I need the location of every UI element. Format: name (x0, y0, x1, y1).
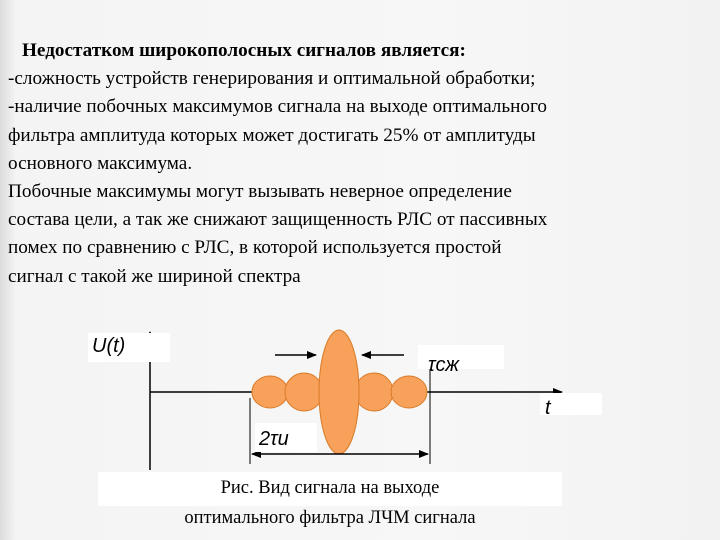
two-tau-label-text: 2τи (259, 428, 289, 450)
text-line: помех по сравнению с РЛС, в которой используется простой (8, 237, 502, 259)
text-line: основного максимума. (8, 152, 193, 174)
y-axis-label (88, 333, 170, 362)
caption-line-1: Рис. Вид сигнала на выходе (220, 478, 440, 498)
caption-line-2: оптимального фильтра ЛЧМ сигнала (184, 508, 476, 528)
side-lobe (252, 376, 288, 408)
text-line: состава цели, а так же снижают защищенность РЛС от пассивных (8, 209, 548, 231)
slide-heading: Недостатком широкополосных сигналов является: (22, 40, 466, 61)
figure-caption-line2 (98, 506, 562, 530)
side-lobe (355, 373, 393, 411)
t-axis-label (540, 393, 602, 419)
text-line: -наличие побочных максимумов сигнала на выходе оптимального (8, 96, 547, 118)
t-axis-label-text: t (545, 397, 551, 419)
two-tau-label (255, 423, 317, 452)
tau-compressed-label-text: τсж (428, 354, 460, 376)
main-lobe (319, 330, 359, 454)
y-axis-label-text: U(t) (92, 335, 126, 357)
text-line: сигнал с такой же шириной спектра (8, 265, 301, 287)
text-line: фильтра амплитуда которых может достигать 25% от амплитуды (8, 124, 536, 146)
side-lobe (285, 373, 323, 411)
tau-compressed-label (418, 345, 504, 376)
figure-caption (98, 472, 562, 506)
side-lobe (391, 376, 427, 408)
text-line: -сложность устройств генерирования и оптимальной обработки; (8, 68, 536, 90)
text-line: Побочные максимумы могут вызывать неверное определение (8, 181, 512, 203)
